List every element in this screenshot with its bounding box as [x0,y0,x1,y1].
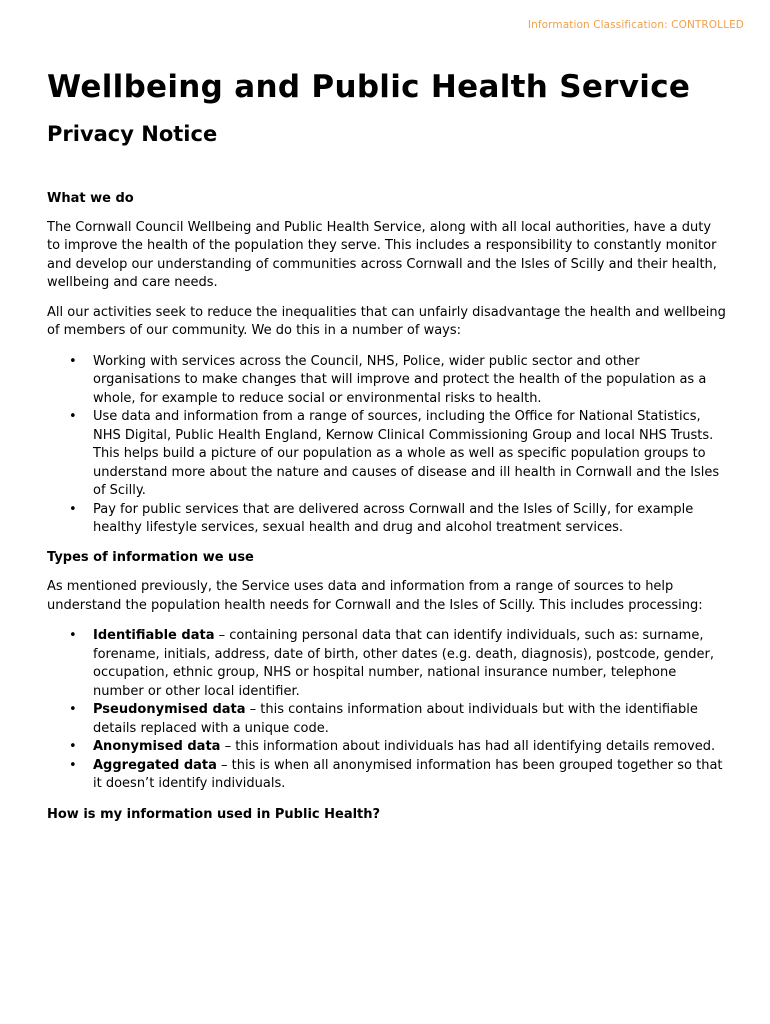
classification-label: Information Classification: CONTROLLED [527,19,744,31]
data-type-term: Pseudonymised data [93,702,246,717]
list-item [47,757,727,794]
data-type-description: – containing personal data that can identify individuals, such as: surname, forename, initials, address, date of birth, other dates (e.g. death, diagnosis), postcode, gender, occupation, ethnic group, NHS or hospital number, national insurance number, telephone number or other local identifier. [93,628,714,699]
types-of-information-intro: As mentioned previously, the Service uses data and information from a range of sources to help understand the population health needs for Cornwall and the Isles of Scilly. This includes processing: [47,579,703,613]
how-used-heading: How is my information used in Public Health? [47,806,381,822]
what-we-do-paragraph-2: All our activities seek to reduce the inequalities that can unfairly disadvantage the health and wellbeing of members of our community. We do this in a number of ways: [47,304,726,338]
page-subtitle: Privacy Notice [47,122,218,146]
activities-list [47,353,727,538]
list-item [47,738,727,757]
what-we-do-paragraph-1: The Cornwall Council Wellbeing and Public Health Service, along with all local authorities, have a duty to improve the health of the population they serve. This includes a responsibility to constantly monitor and develop our understanding of communities across Cornwall and the Isles of Scilly and their health, wellbeing and care needs. [47,219,717,290]
list-item: • Working with services across the Council, NHS, Police, wider public sector and other organisations to make changes that will improve and protect the health of the population as a whole, for example to reduce social or environmental risks to health. [47,353,727,409]
data-type-term: Anonymised data [93,739,221,754]
data-types-list [47,627,727,794]
types-of-information-heading: Types of information we use [47,549,254,565]
list-item [47,627,727,701]
document-body [47,66,727,824]
data-type-description: – this contains information about individuals but with the identifiable details replaced with a unique code. [93,702,698,736]
page-title: Wellbeing and Public Health Service [47,69,691,105]
what-we-do-heading: What we do [47,191,134,206]
data-type-term: Identifiable data [93,628,215,643]
list-item [47,701,727,738]
data-type-description: – this information about individuals has had all identifying details removed. [220,739,716,754]
list-item: • Pay for public services that are delivered across Cornwall and the Isles of Scilly, for example healthy lifestyle services, sexual health and drug and alcohol treatment services. [47,501,727,538]
data-type-description: – this is when all anonymised information has been grouped together so that it doesn’t identify individuals. [93,757,723,791]
data-type-term: Aggregated data [93,757,217,773]
list-item: • Use data and information from a range of sources, including the Office for National Statistics, NHS Digital, Public Health England, Kernow Clinical Commissioning Group and local NHS Trusts. This helps build a picture of our population as a whole as well as specific population groups to understand more about the nature and causes of disease and ill health in Cornwall and the Isles of Scilly. [47,408,727,501]
